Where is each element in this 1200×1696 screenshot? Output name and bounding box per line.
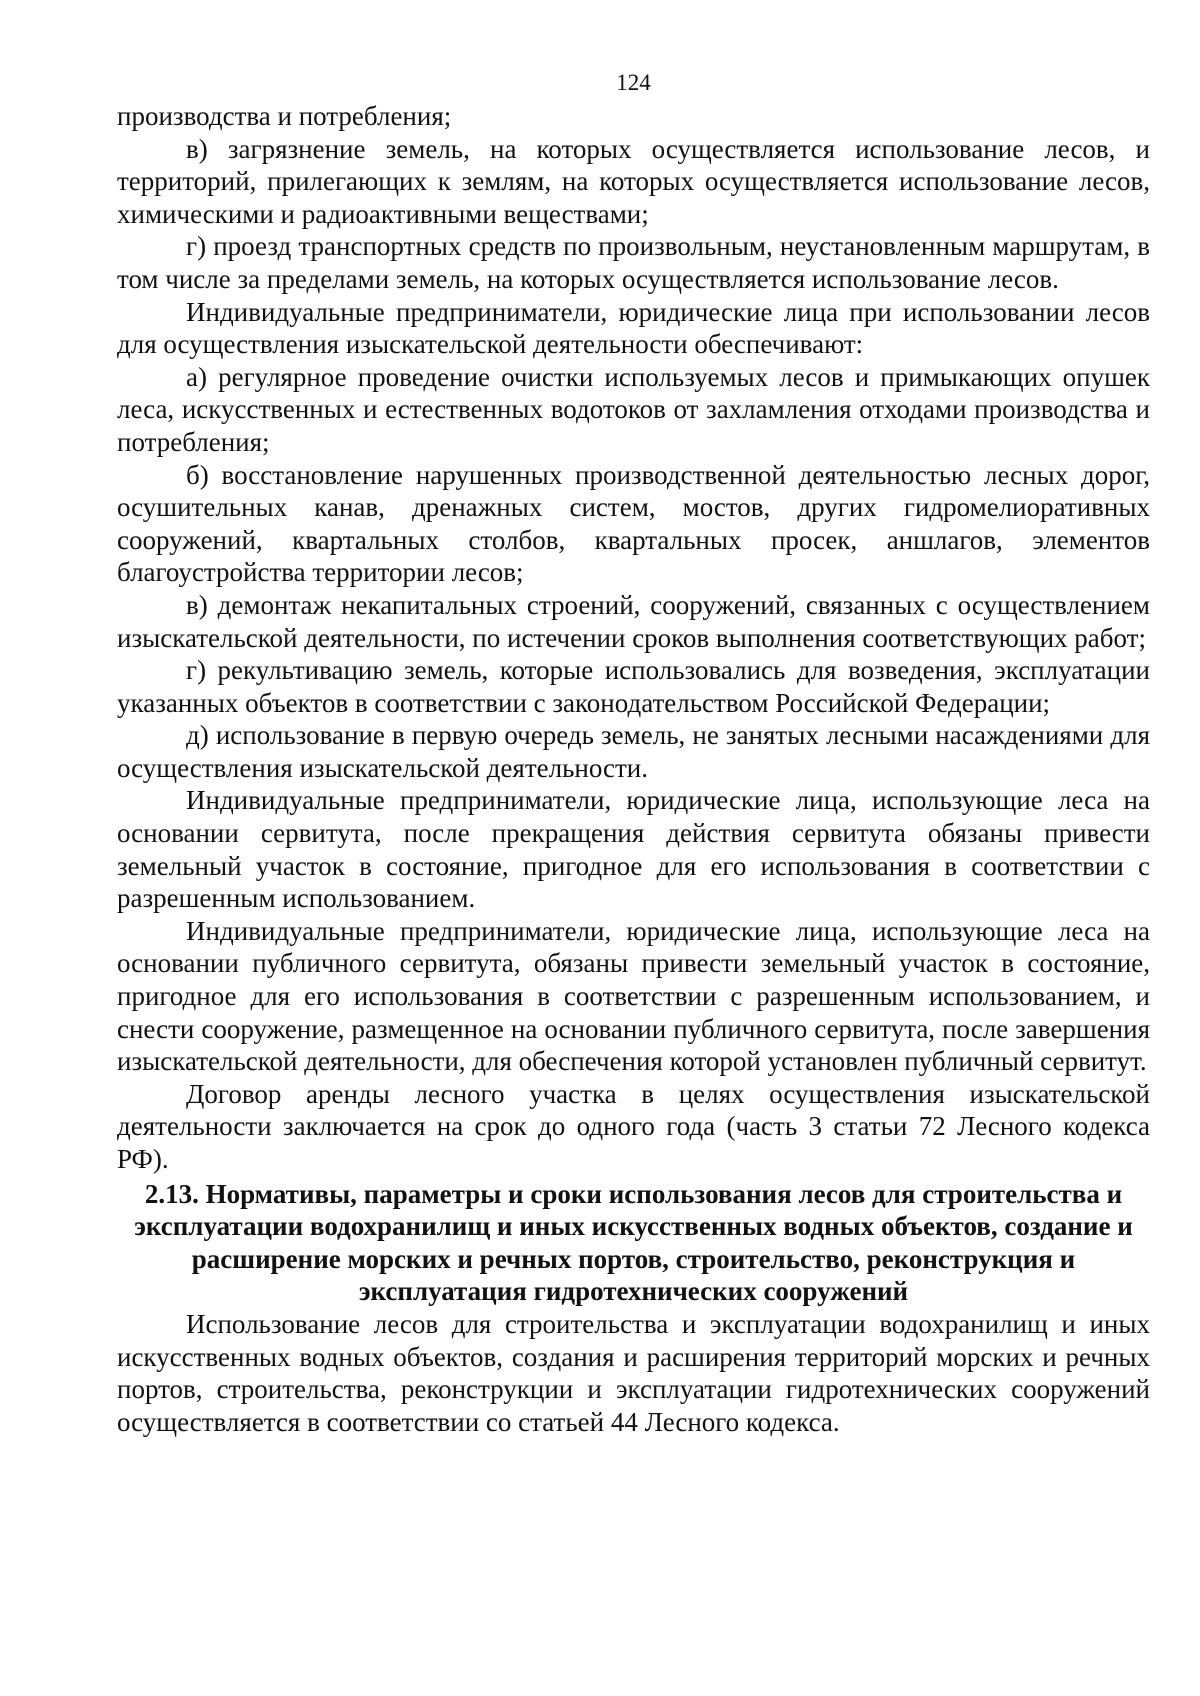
- list-item-g-vehicles: г) проезд транспортных средств по произвольным, неустановленным маршрутам, в том числе за пределами земель, на которых осуществляется использование лесов.: [117, 231, 1150, 294]
- paragraph-section-body: Использование лесов для строительства и эксплуатации водохранилищ и иных искусственных водных объектов, создания и расширения территорий морских и речных портов, строительства, реконструкции и эксплуатации гидротехнических сооружений осуществляется в соответствии со статьей 44 Лесного кодекса.: [117, 1308, 1150, 1437]
- list-item-g-recultivation: г) рекультивацию земель, которые использовались для возведения, эксплуатации указанных объектов в соответствии с законодательством Российской Федерации;: [117, 655, 1150, 718]
- section-heading: 2.13. Нормативы, параметры и сроки использования лесов для строительства и эксплуатации водохранилищ и иных искусственных водных объектов, создание и расширение морских и речных портов, строительство, реконструкция и эксплуатация гидротехнических сооружений: [134, 1178, 1133, 1307]
- paragraph-servitude: Индивидуальные предприниматели, юридические лица, использующие леса на основании сервитута, после прекращения действия сервитута обязаны привести земельный участок в состояние, пригодное для его использования в соответствии с разрешенным использованием.: [117, 785, 1150, 914]
- list-item-v-pollution: в) загрязнение земель, на которых осуществляется использование лесов, и территорий, прилегающих к землям, на которых осуществляется использование лесов, химическими и радиоактивными веществами;: [117, 133, 1150, 229]
- list-item-a-cleaning: а) регулярное проведение очистки используемых лесов и примыкающих опушек леса, искусственных и естественных водотоков от захламления отходами производства и потребления;: [117, 361, 1150, 457]
- page-number: 124: [616, 70, 651, 95]
- list-item-d-land-use: д) использование в первую очередь земель, не занятых лесными насаждениями для осуществления изыскательской деятельности.: [117, 720, 1150, 783]
- list-item-v-dismantling: в) демонтаж некапитальных строений, сооружений, связанных с осуществлением изыскательской деятельности, по истечении сроков выполнения соответствующих работ;: [117, 589, 1150, 653]
- paragraph-public-servitude: Индивидуальные предприниматели, юридические лица, использующие леса на основании публичного сервитута, обязаны привести земельный участок в состояние, пригодное для его использования в соответствии с разрешенным использованием, и снести сооружение, размещенное на основании публичного сервитута, после завершения изыскательской деятельности, для обеспечения которой установлен публичный сервитут.: [117, 915, 1150, 1077]
- paragraph-lease-term: Договор аренды лесного участка в целях осуществления изыскательской деятельности заключается на срок до одного года (часть 3 статьи 72 Лесного кодекса РФ).: [117, 1078, 1150, 1174]
- document-page: [117, 70, 1150, 1438]
- list-item-b-restoration: б) восстановление нарушенных производственной деятельностью лесных дорог, осушительных канав, дренажных систем, мостов, других гидромелиоративных сооружений, квартальных столбов, квартальных просек, аншлагов, элементов благоустройства территории лесов;: [117, 459, 1150, 588]
- paragraph-obligations-intro: Индивидуальные предприниматели, юридические лица при использовании лесов для осуществления изыскательской деятельности обеспечивают:: [117, 296, 1150, 360]
- paragraph-continuation: производства и потребления;: [117, 101, 452, 131]
